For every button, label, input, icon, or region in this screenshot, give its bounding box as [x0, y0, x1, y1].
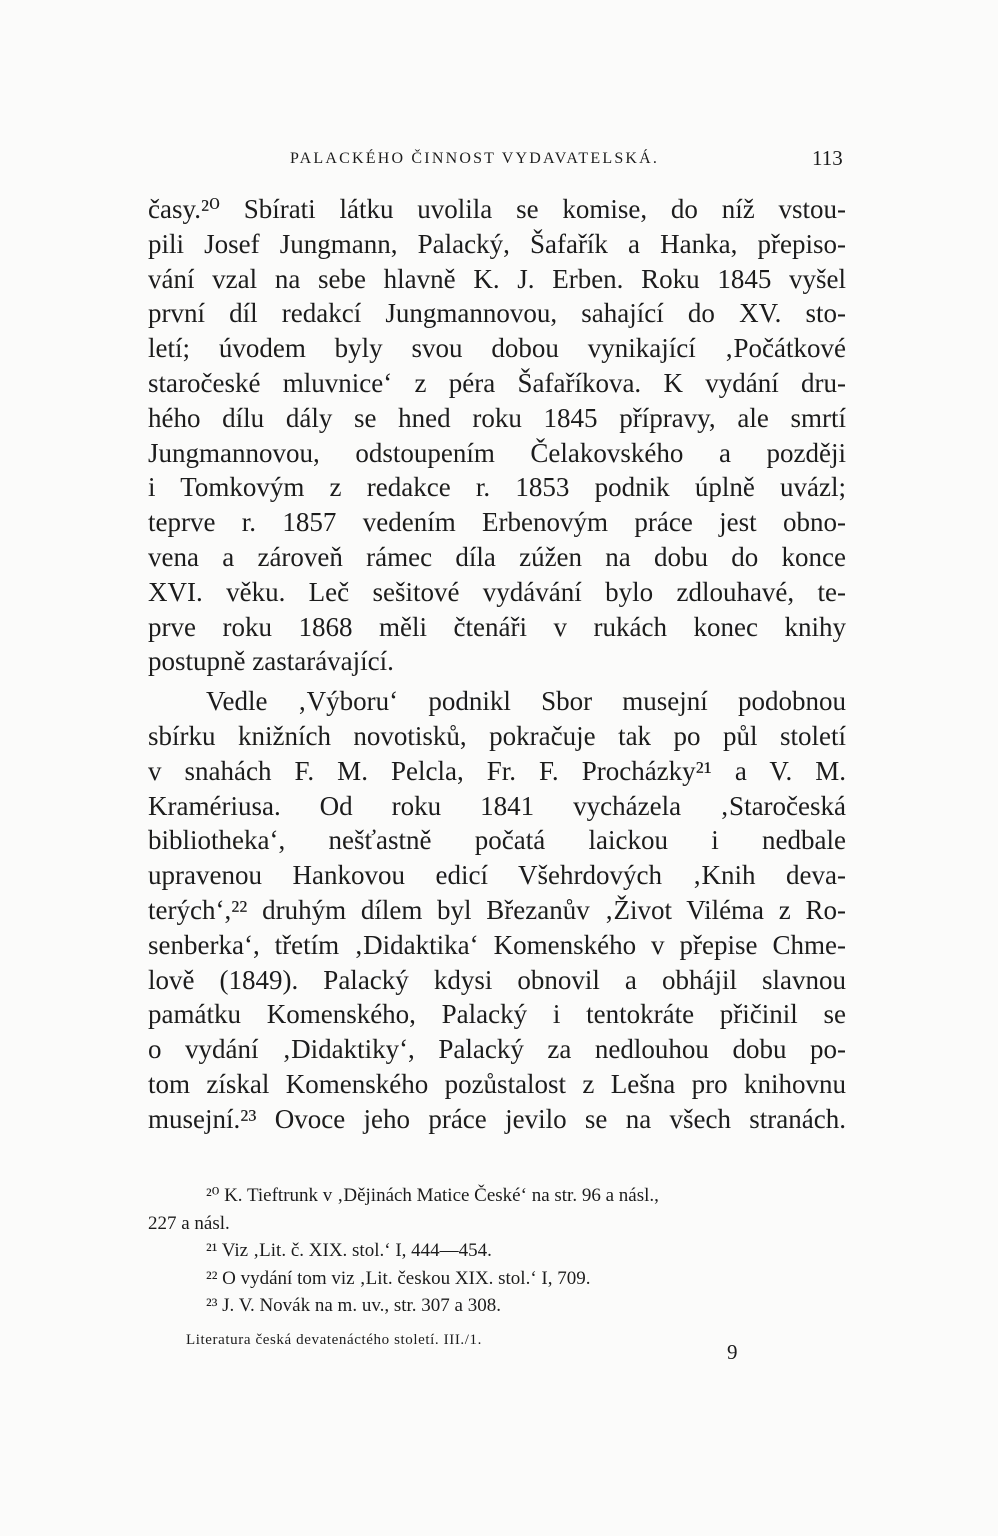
text-line: staročeské mluvnice‘ z péra Šafaříkova. K vydání dru- [148, 367, 846, 398]
footnote-20-continued: 227 a násl. [148, 1212, 230, 1234]
text-line: XVI. věku. Leč sešitové vydávání bylo zdlouhavé, te- [148, 576, 846, 607]
paragraph-1 [148, 192, 846, 679]
footnotes [148, 1182, 846, 1320]
footnote-22: ²² O vydání tom viz ‚Lit. českou XIX. stol.‘ I, 709. [206, 1267, 591, 1289]
paragraph-2 [148, 684, 846, 1136]
footnote-20: ²⁰ K. Tieftrunk v ‚Dějinách Matice České‘ na str. 96 a násl., [206, 1185, 659, 1206]
text-line: prve roku 1868 měli čtenáři v rukách konec knihy [148, 611, 846, 642]
text-line: v snahách F. M. Pelcla, Fr. F. Procházky²¹ a V. M. [148, 755, 846, 786]
text-line: senberka‘, třetím ‚Didaktika‘ Komenského v přepise Chme- [148, 929, 846, 960]
text-line: o vydání ‚Didaktiky‘, Palacký za nedlouhou dobu po- [148, 1034, 846, 1065]
text-line: tom získal Komenského pozůstalost z Lešna pro knihovnu [148, 1068, 846, 1099]
text-line: i Tomkovým z redakce r. 1853 podnik úplně uvázl; [148, 472, 846, 503]
text-line: postupně zastarávající. [148, 646, 394, 677]
text-line: upravenou Hankovou edicí Všehrdových ‚Knih deva- [148, 860, 846, 891]
body-text [148, 192, 846, 1137]
text-line: lově (1849). Palacký kdysi obnovil a obhájil slavnou [148, 964, 846, 995]
text-line: vání vzal na sebe hlavně K. J. Erben. Roku 1845 vyšel [148, 263, 846, 294]
text-line: sbírku knižních novotisků, pokračuje tak po půl století [148, 720, 846, 751]
text-line: vena a zároveň rámec díla zúžen na dobu do konce [148, 541, 846, 572]
text-line: letí; úvodem byly svou dobou vynikající ‚Počátkové [148, 333, 846, 364]
text-line: musejní.²³ Ovoce jeho práce jevilo se na všech stranách. [148, 1103, 846, 1134]
signature-line: Literatura česká devatenáctého století. III./1. [186, 1332, 482, 1348]
text-line: terých‘,²² druhým dílem byl Březanův ‚Život Viléma z Ro- [148, 894, 846, 925]
text-line: první díl redakcí Jungmannovou, sahající do XV. sto- [148, 298, 846, 329]
text-line: památku Komenského, Palacký i tentokráte přičinil se [148, 999, 846, 1030]
text-line: hého dílu dály se hned roku 1845 přípravy, ale smrtí [148, 402, 846, 433]
text-line: pili Josef Jungmann, Palacký, Šafařík a Hanka, přepiso- [148, 228, 846, 259]
running-header: PALACKÉHO ČINNOST VYDAVATELSKÁ. [290, 150, 660, 167]
footnote-23: ²³ J. V. Novák na m. uv., str. 307 a 308. [206, 1295, 501, 1316]
signature-number: 9 [727, 1340, 738, 1364]
text-line: bibliotheka‘, nešťastně počatá laickou i nedbale [148, 825, 846, 856]
text-line: teprve r. 1857 vedením Erbenovým práce jest obno- [148, 507, 846, 538]
text-line: Jungmannovou, odstoupením Čelakovského a později [148, 437, 846, 468]
text-line: Vedle ‚Výboru‘ podnikl Sbor musejní podobnou [206, 686, 846, 717]
footnote-21: ²¹ Viz ‚Lit. č. XIX. stol.‘ I, 444—454. [206, 1240, 492, 1261]
text-line: časy.²⁰ Sbírati látku uvolila se komise, do níž vstou- [148, 194, 846, 224]
page-number: 113 [812, 146, 843, 170]
text-line: Kramériusa. Od roku 1841 vycházela ‚Staročeská [148, 790, 846, 821]
